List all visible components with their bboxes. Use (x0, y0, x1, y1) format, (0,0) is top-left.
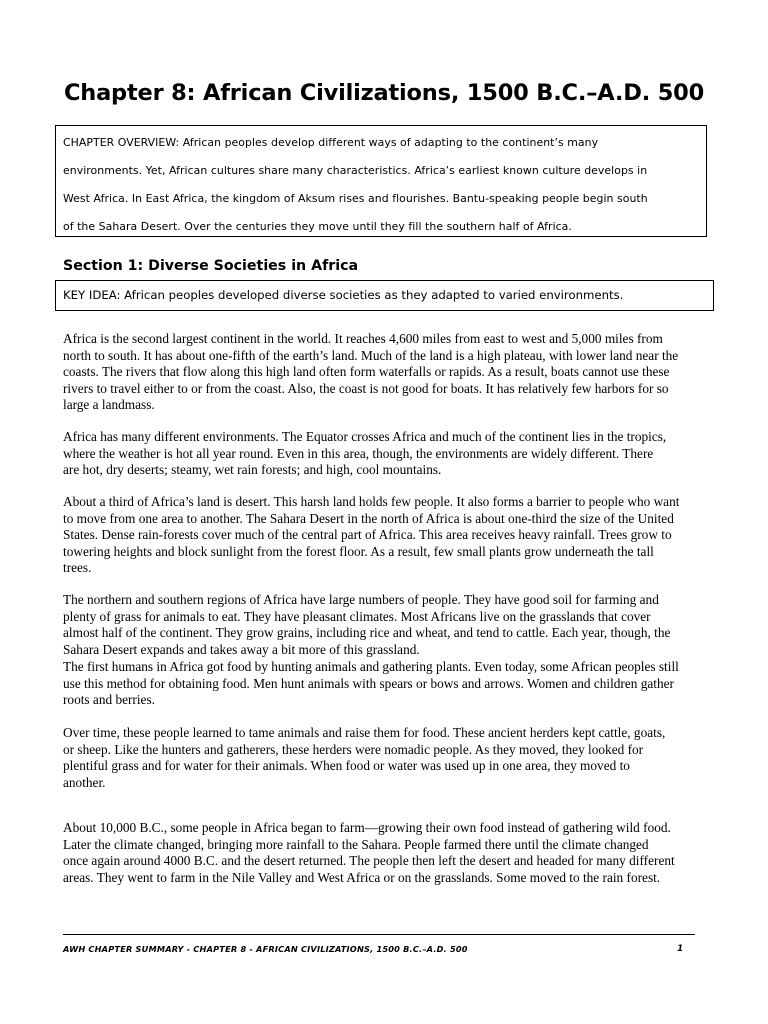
paragraph-line: Over time, these people learned to tame animals and raise them for food. These ancient herders kept cattle, goats, (63, 725, 666, 740)
paragraph-line: use this method for obtaining food. Men hunt animals with spears or bows and arrows. Women and children gather (63, 675, 674, 691)
paragraph-line: areas. They went to farm in the Nile Valley and West Africa or on the grasslands. Some moved to the rain forest. (63, 869, 661, 885)
paragraph-line: Africa is the second largest continent in the world. It reaches 4,600 miles from east to west and 5,000 miles from (63, 331, 663, 346)
paragraph-line: trees. (63, 560, 92, 576)
footer-title: AWH CHAPTER SUMMARY - CHAPTER 8 - AFRICAN CIVILIZATIONS, 1500 B.C.–A.D. 500 (63, 944, 468, 954)
paragraph-line: The northern and southern regions of Africa have large numbers of people. They have good soil for farming and (63, 592, 659, 607)
paragraph-line: towering heights and block sunlight from the forest floor. As a result, few small plants grow underneath the tall (63, 543, 654, 559)
footer-divider (63, 934, 695, 935)
paragraph-line: once again around 4000 B.C. and the desert returned. The people then left the desert and headed for many different (63, 853, 675, 869)
body-paragraph (63, 494, 711, 577)
paragraph-line: coasts. The rivers that flow along this high land often form waterfalls or rapids. As a result, boats cannot use these (63, 364, 670, 380)
paragraph-line: Africa has many different environments. The Equator crosses Africa and much of the continent lies in the tropics, (63, 429, 667, 444)
paragraph-line: Later the climate changed, bringing more rainfall to the Sahara. People farmed there until the climate changed (63, 836, 649, 852)
overview-line: West Africa. In East Africa, the kingdom of Aksum rises and flourishes. Bantu-speaking people begin south (63, 192, 648, 205)
paragraph-line: to move from one area to another. The Sahara Desert in the north of Africa is about one-third the size of the United (63, 510, 674, 526)
paragraph-line: About a third of Africa’s land is desert. This harsh land holds few people. It also forms a barrier to people who want (63, 494, 680, 509)
overview-line: of the Sahara Desert. Over the centuries they move until they fill the southern half of Africa. (63, 220, 572, 233)
overview-line: CHAPTER OVERVIEW: African peoples develop different ways of adapting to the continent’s many (63, 136, 599, 149)
paragraph-line: are hot, dry deserts; steamy, wet rain forests; and high, cool mountains. (63, 462, 442, 478)
paragraph-line: or sheep. Like the hunters and gatherers, these herders were nomadic people. As they moved, they looked for (63, 741, 644, 757)
paragraph-line: large a landmass. (63, 397, 155, 413)
body-paragraph (63, 592, 711, 658)
paragraph-line: States. Dense rain-forests cover much of the central part of Africa. This area receives heavy rainfall. Trees grow to (63, 527, 672, 543)
section-heading: Section 1: Diverse Societies in Africa (63, 258, 359, 274)
body-paragraph (63, 820, 711, 886)
paragraph-line: plenty of grass for animals to eat. They have pleasant climates. Most Africans live on the grasslands that cover (63, 608, 651, 624)
paragraph-line: another. (63, 774, 106, 790)
paragraph-line: Sahara Desert expands and takes away a bit more of this grassland. (63, 641, 420, 657)
body-paragraph (63, 429, 711, 479)
paragraph-line: rivers to travel either to or from the coast. Also, the coast is not good for boats. It has relatively few harbors for so (63, 380, 669, 396)
overview-line: environments. Yet, African cultures share many characteristics. Africa’s earliest known culture develops in (63, 164, 648, 177)
paragraph-line: The first humans in Africa got food by hunting animals and gathering plants. Even today, some African peoples still (63, 659, 679, 674)
paragraph-line: north to south. It has about one-fifth of the earth’s land. Much of the land is a high plateau, with lower land near the (63, 347, 679, 363)
body-paragraph (63, 725, 711, 791)
paragraph-line: plentiful grass and for water for their animals. When food or water was used up in one area, they moved to (63, 758, 630, 774)
paragraph-line: roots and berries. (63, 692, 155, 708)
key-idea-box: KEY IDEA: African peoples developed diverse societies as they adapted to varied environments. (55, 280, 714, 311)
paragraph-line: About 10,000 B.C., some people in Africa began to farm—growing their own food instead of gathering wild food. (63, 820, 671, 835)
paragraph-line: almost half of the continent. They grow grains, including rice and wheat, and tend to cattle. Each year, though, the (63, 625, 671, 641)
chapter-title: Chapter 8: African Civilizations, 1500 B.C.–A.D. 500 (63, 80, 705, 106)
page-number: 1 (677, 944, 684, 954)
body-paragraph (63, 659, 711, 709)
paragraph-line: where the weather is hot all year round. Even in this area, though, the environments are widely different. There (63, 445, 654, 461)
chapter-overview-box (55, 125, 707, 237)
body-paragraph (63, 331, 711, 414)
